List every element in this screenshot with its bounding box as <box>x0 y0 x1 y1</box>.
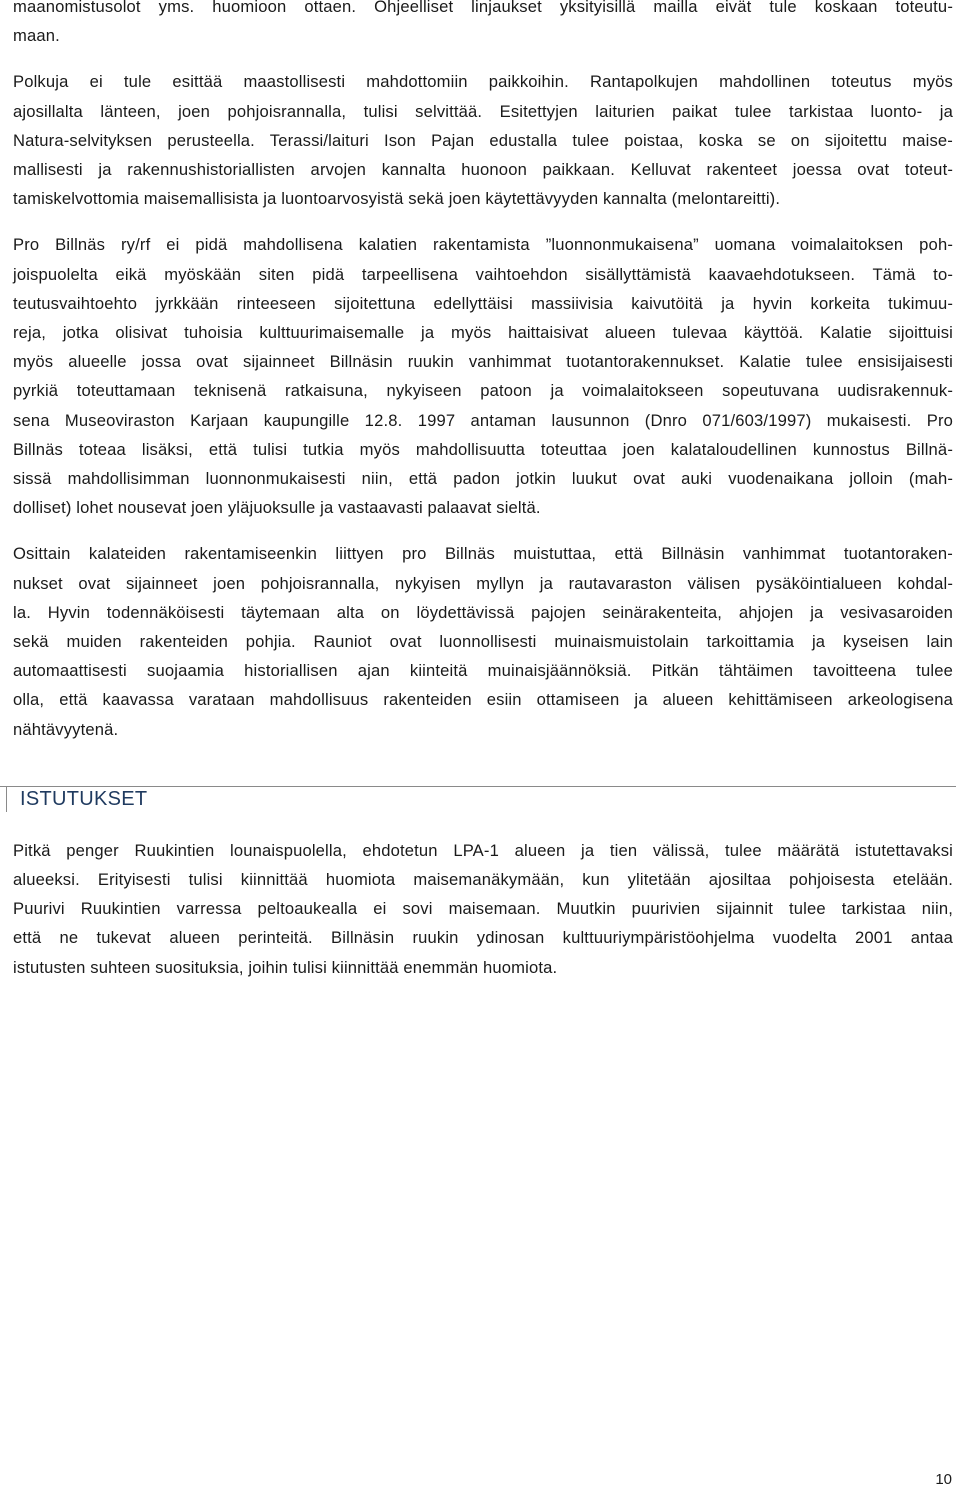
text-line: dolliset) lohet nousevat joen yläjuoksulle ja vastaavasti palaavat sieltä. <box>13 498 541 518</box>
text-line: Polkuja ei tule esittää maastollisesti mahdottomiin paikkoihin. Rantapolkujen mahdollinen toteutus myös <box>13 72 953 92</box>
text-line: la. Hyvin todennäköisesti täytemaan alta on löydettävissä pajojen seinärakenteita, ahjojen ja vesivasaroiden <box>13 602 953 622</box>
text-line: olla, että kaavassa varataan mahdollisuus rakenteiden esiin ottamiseen ja alueen kehittämiseen arkeologisena <box>13 690 953 710</box>
section-marker <box>6 786 7 812</box>
paragraph-paths-and-piers <box>13 67 953 213</box>
paragraph-archaeology <box>13 539 953 743</box>
text-line: maan. <box>13 26 60 46</box>
text-line: mallisesti ja rakennushistoriallisten arvojen kannalta huonoon paikkaan. Kelluvat rakenteet joessa ovat toteut- <box>13 160 953 180</box>
text-line: pyrkiä toteuttamaan teknisenä ratkaisuna, nykyiseen patoon ja voimalaitokseen sopeutuvana uudisrakennuk- <box>13 381 953 401</box>
text-line: nukset ovat sijainneet joen pohjoisrannalla, nykyisen myllyn ja rautavaraston välisen pysäköintialueen kohdal- <box>13 573 953 593</box>
text-line: ajosillalta länteen, joen pohjoisrannalla, tulisi selvittää. Esitettyjen laiturien paikat tulee tarkistaa luonto- ja <box>13 101 953 121</box>
text-line: sekä muiden rakenteiden pohjia. Rauniot ovat luonnollisesti muinaismuistolain tarkoittamia ja kyseisen lain <box>13 632 953 652</box>
text-line: että ne tukevat alueen perinteitä. Billnäsin ruukin ydinosan kulttuuriympäristöohjelma vuodelta 2001 antaa <box>13 928 953 948</box>
section-title: ISTUTUKSET <box>20 787 148 810</box>
text-line: Osittain kalateiden rakentamiseenkin liittyen pro Billnäs muistuttaa, että Billnäsin vanhimmat tuotantoraken- <box>13 544 953 564</box>
text-line: sena Museoviraston Karjaan kaupungille 12.8. 1997 antaman lausunnon (Dnro 071/603/1997) mukaisesti. Pro <box>13 410 953 430</box>
text-line: tamiskelvottomia maisemallisista ja luontoarvosyistä sekä joen käytettävyyden kannalta (melontareitti). <box>13 189 781 209</box>
text-line: maanomistusolot yms. huomioon ottaen. Ohjeelliset linjaukset yksityisillä mailla eivät tule koskaan toteutu- <box>13 0 953 16</box>
document-body <box>13 0 953 982</box>
text-line: istutusten suhteen suosituksia, joihin tulisi kiinnittää enemmän huomiota. <box>13 957 558 977</box>
text-line: Pro Billnäs ry/rf ei pidä mahdollisena kalatien rakentamista ”luonnonmukaisena” uomana voimalaitoksen poh- <box>13 235 953 255</box>
text-line: Natura-selvityksen perusteella. Terassi/laituri Ison Pajan edustalla tulee poistaa, koska se on sijoitettu maise- <box>13 130 953 150</box>
text-line: teutusvaihtoehto jyrkkään rinteeseen sijoitettuna edellyttäisi massiivisia kaivutöitä ja hyvin korkeita tukimuu- <box>13 293 953 313</box>
paragraph-path-alignment <box>13 0 953 50</box>
text-line: Puurivi Ruukintien varressa peltoaukealla ei sovi maisemaan. Muutkin puurivien sijainnit tulee tarkistaa niin, <box>13 899 953 919</box>
text-line: Billnäs toteaa lisäksi, että tulisi tutkia myös mahdollisuutta toteuttaa joen kalataloudellinen kunnostus Billnä- <box>13 439 953 459</box>
text-line: sissä mahdollisimman luonnonmukaisesti niin, että padon jotkin luukut ovat auki vuodenaikana jolloin (mah- <box>13 469 953 489</box>
text-line: reja, jotka olisivat tuhoisia kulttuurimaisemalle ja myös haittaisivat alueen tulevaa käyttöä. Kalatie sijoittuisi <box>13 323 953 343</box>
section-heading <box>0 774 960 812</box>
text-line: automaattisesti suojaamia historiallisen ajan kiinteitä muinaisjäännöksiä. Pitkän tähtäimen tavoitteena tulee <box>13 661 953 681</box>
paragraph-plantings <box>13 836 953 982</box>
text-line: myös alueelle jossa ovat sijainneet Billnäsin ruukin vanhimmat tuotantorakennukset. Kalatie tulee ensisijaisesti <box>13 352 953 372</box>
text-line: nähtävyytenä. <box>13 719 119 739</box>
paragraph-fish-ladder <box>13 230 953 522</box>
text-line: joispuolelta eikä myöskään siten pidä tarpeellisena vaihtoehdon sisällyttämistä kaavaehdotukseen. Tämä to- <box>13 264 953 284</box>
text-line: Pitkä penger Ruukintien lounaispuolella, ehdotetun LPA-1 alueen ja tien välissä, tulee määrätä istutettavaksi <box>13 840 953 860</box>
text-line: alueeksi. Erityisesti tulisi kiinnittää huomiota maisemanäkymään, kun ylitetään ajosiltaa pohjoisesta etelään. <box>13 870 953 890</box>
page-number: 10 <box>935 1471 952 1488</box>
